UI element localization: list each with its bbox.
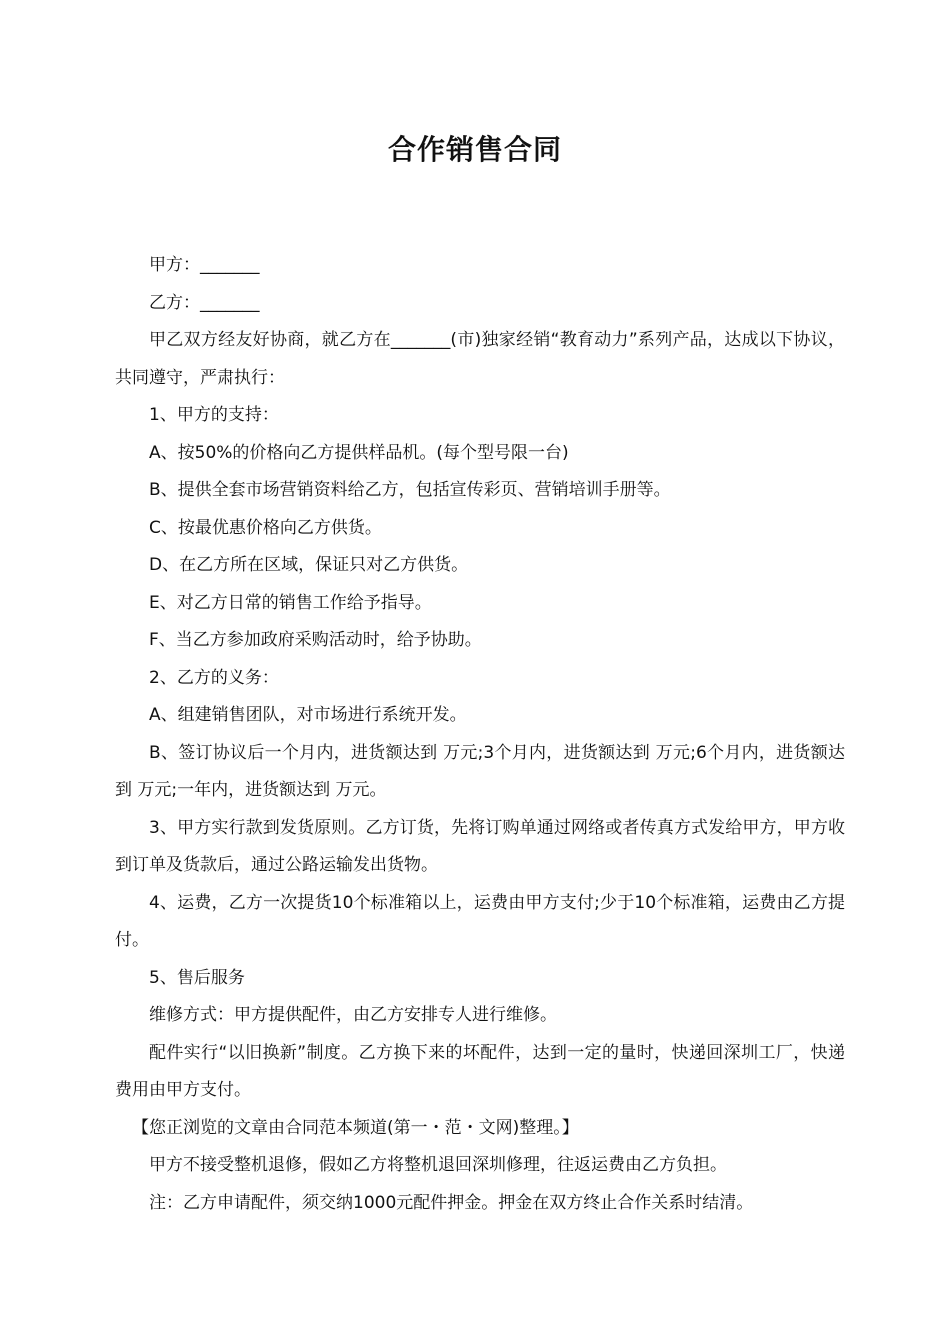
preamble-paragraph: 甲乙双方经友好协商，就乙方在_______(市)独家经销“教育动力”系列产品，达成以下协议，共同遵守，严肃执行： bbox=[115, 330, 845, 388]
clause-paragraph: F、当乙方参加政府采购活动时，给予协助。 bbox=[149, 630, 482, 650]
clause-paragraph: A、按50%的价格向乙方提供样品机。(每个型号限一台) bbox=[149, 442, 569, 463]
clause-paragraph: A、组建销售团队，对市场进行系统开发。 bbox=[149, 705, 467, 725]
clause-paragraph: 维修方式：甲方提供配件，由乙方安排专人进行维修。 bbox=[149, 1005, 557, 1025]
clause-paragraph: C、按最优惠价格向乙方供货。 bbox=[149, 517, 382, 538]
source-notice: 【您正浏览的文章由合同范本频道(第一・范・文网)整理。】 bbox=[132, 1117, 579, 1138]
clause-paragraph: 4、运费，乙方一次提货10个标准箱以上，运费由甲方支付;少于10个标准箱，运费由乙方提付。 bbox=[115, 892, 845, 950]
section-heading: 5、售后服务 bbox=[149, 967, 245, 988]
party-a-line: 甲方：_______ bbox=[149, 255, 260, 275]
section-heading: 1、甲方的支持： bbox=[149, 405, 279, 425]
clause-paragraph: B、签订协议后一个月内，进货额达到 万元;3个月内，进货额达到 万元;6个月内，进货额达到 万元;一年内，进货额达到 万元。 bbox=[115, 742, 845, 800]
document-title: 合作销售合同 bbox=[387, 133, 562, 166]
section-heading: 2、乙方的义务： bbox=[149, 667, 279, 688]
clause-paragraph: E、对乙方日常的销售工作给予指导。 bbox=[149, 592, 432, 613]
clause-paragraph: 配件实行“以旧换新”制度。乙方换下来的坏配件，达到一定的量时，快递回深圳工厂，快递费用由甲方支付。 bbox=[115, 1042, 845, 1100]
clause-paragraph: B、提供全套市场营销资料给乙方，包括宣传彩页、营销培训手册等。 bbox=[149, 480, 671, 500]
document-body bbox=[115, 247, 845, 1222]
party-b-line: 乙方：_______ bbox=[149, 292, 260, 313]
clause-paragraph: D、在乙方所在区域，保证只对乙方供货。 bbox=[149, 555, 469, 575]
clause-paragraph: 甲方不接受整机退修，假如乙方将整机退回深圳修理，往返运费由乙方负担。 bbox=[149, 1155, 727, 1175]
clause-paragraph: 3、甲方实行款到发货原则。乙方订货，先将订购单通过网络或者传真方式发给甲方，甲方收到订单及货款后，通过公路运输发出货物。 bbox=[115, 817, 845, 875]
note-paragraph: 注：乙方申请配件，须交纳1000元配件押金。押金在双方终止合作关系时结清。 bbox=[149, 1192, 754, 1213]
